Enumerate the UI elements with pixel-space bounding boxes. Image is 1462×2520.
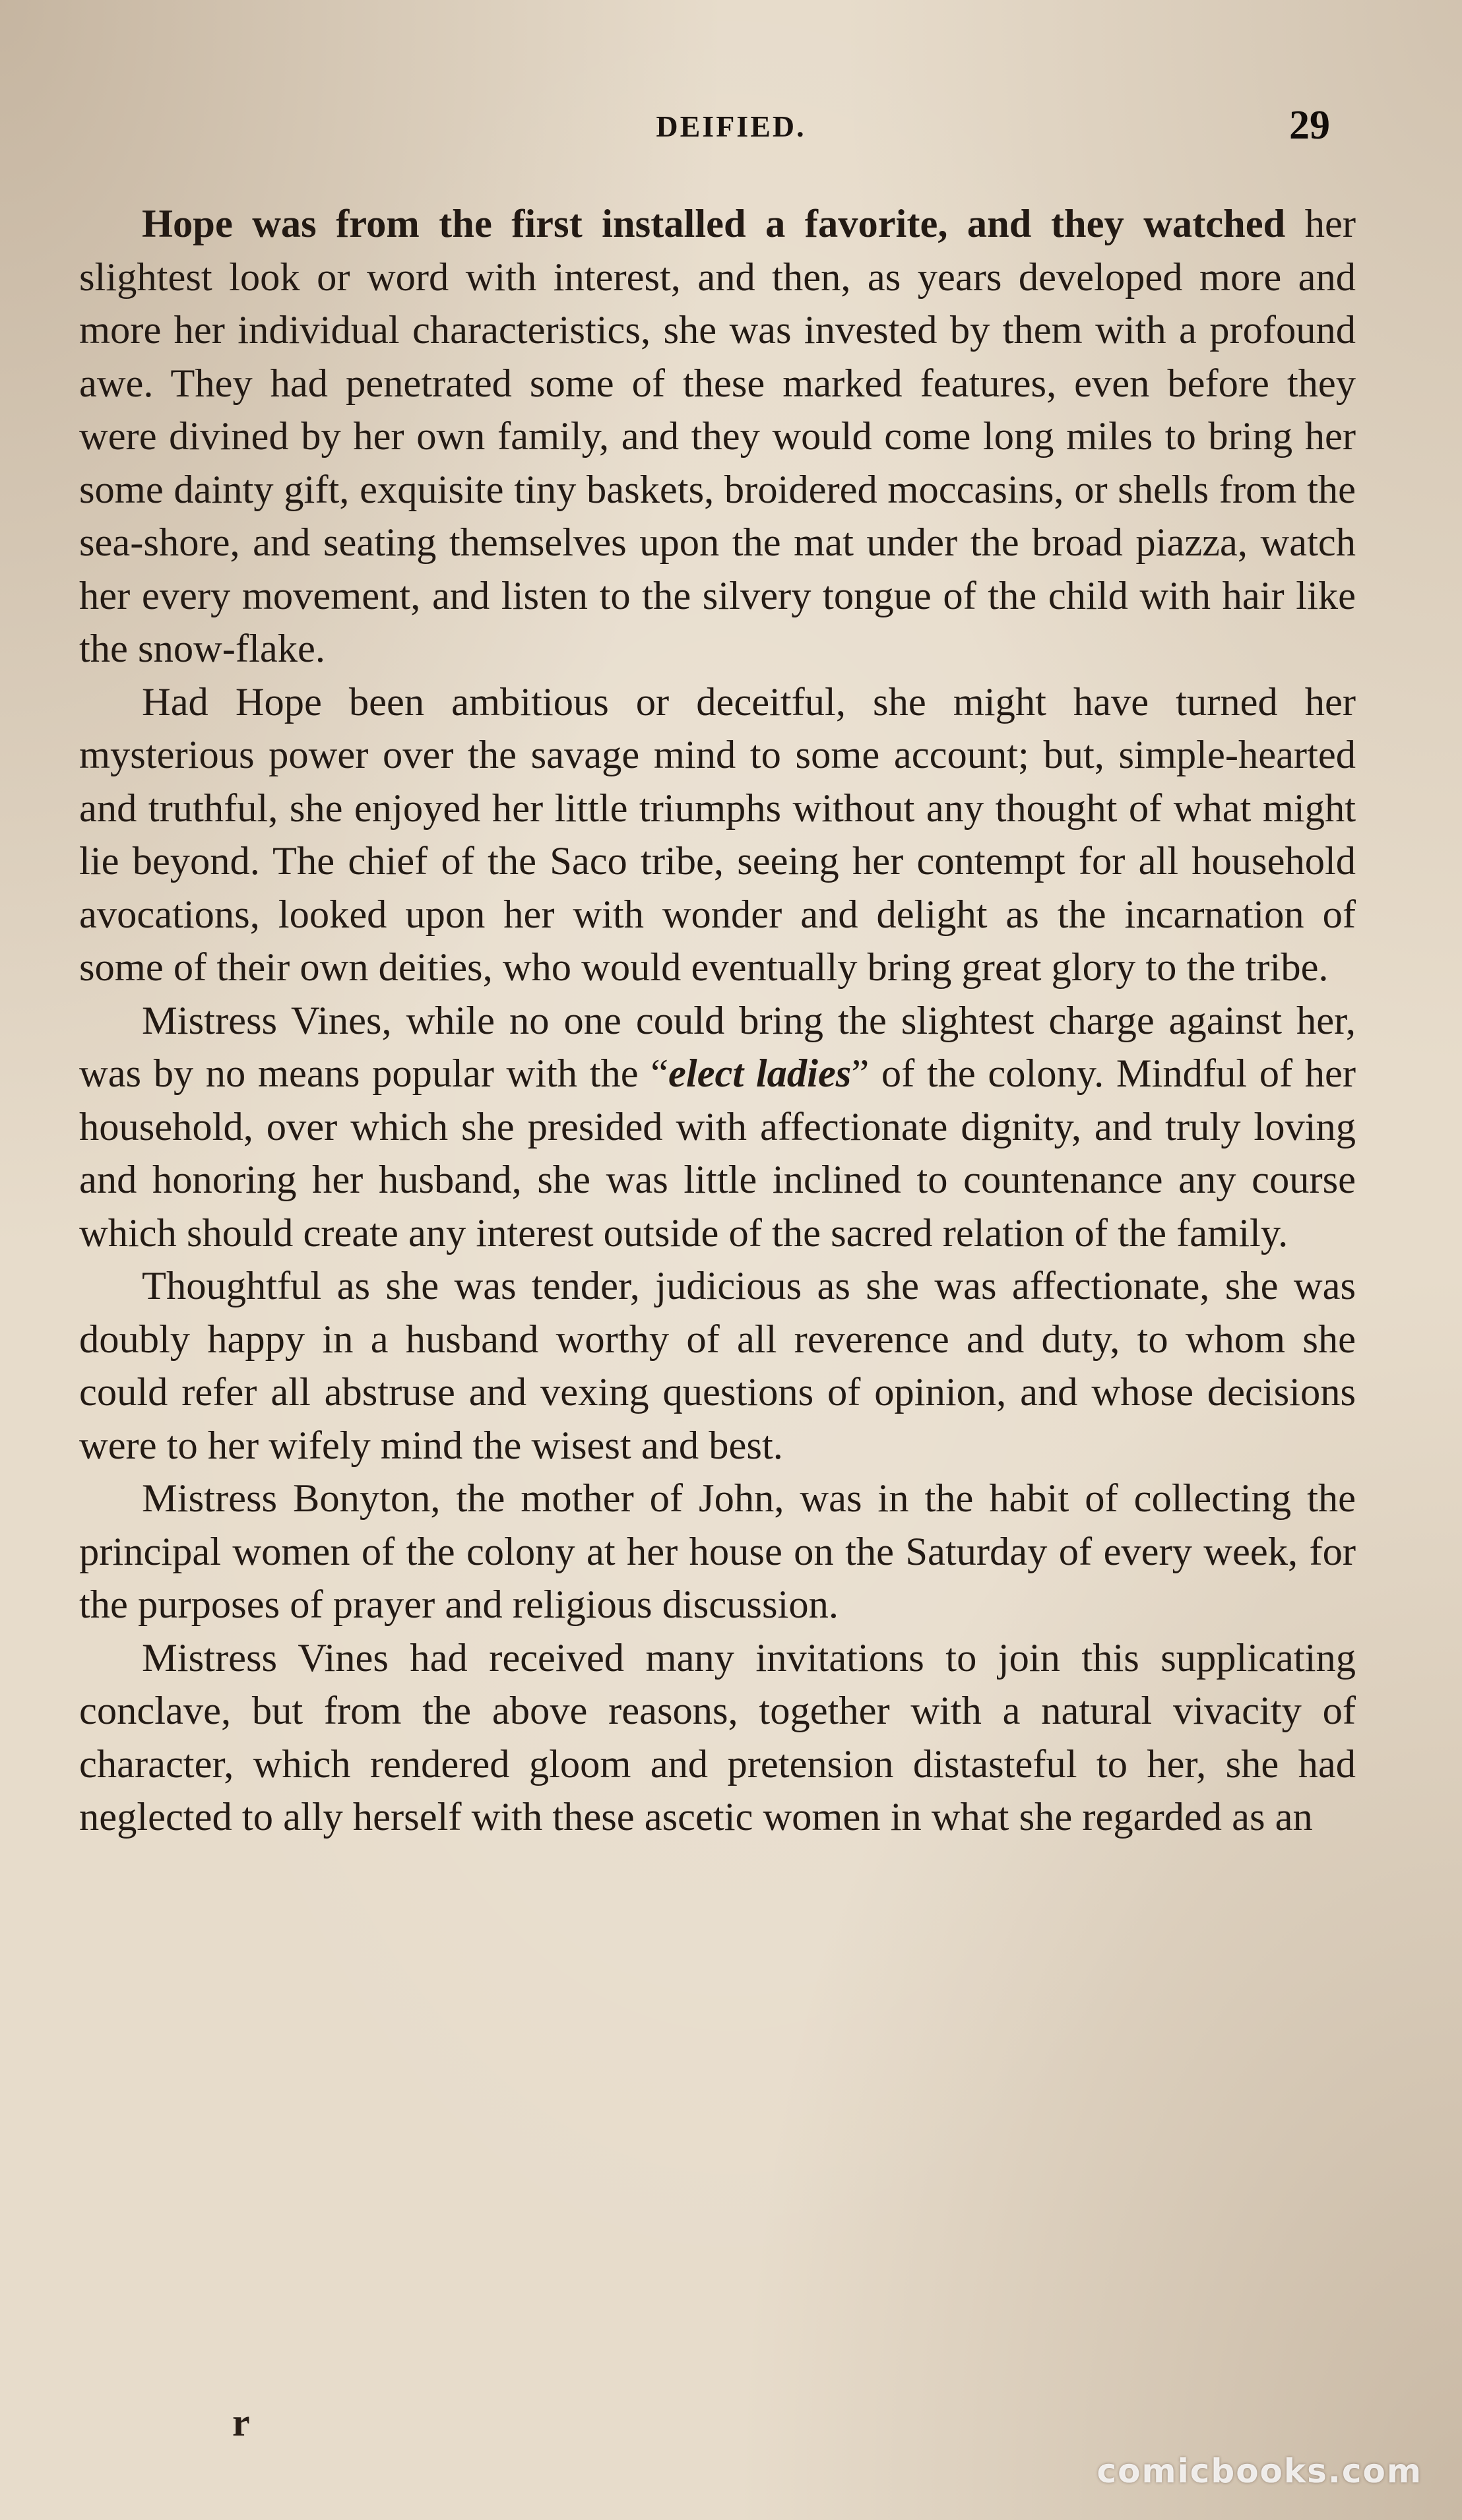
paragraph-1-lead: Hope was from the first installed a favorite, and they watched [142, 202, 1286, 246]
paragraph-3 [79, 995, 1356, 1261]
ink-mark: r [232, 2401, 250, 2444]
page-number: 29 [1289, 103, 1330, 148]
paragraph-1-text: her slightest look or word with interest, and then, as years developed more and more her individual characteristics, she was invested by them with a profound awe. They had penetrated some of these marked features, even before they were divined by her own family, and they would come long miles to bring her some dainty gift, exquisite tiny baskets, broidered moccasins, or shells from the sea-shore, and seating themselves upon the mat under the broad piazza, watch her every movement, and listen to the silvery tongue of the child with hair like the snow-flake. [79, 202, 1356, 671]
body-text [79, 198, 1356, 1844]
paragraph-3-text-after: ” of the colony. Mindful of her household, over which she presided with affectionate dignity, and truly loving and honoring her husband, she was little inclined to countenance any course which should create any interest outside of the sacred relation of the family. [79, 1052, 1356, 1255]
paragraph-3-text-before: Mistress Vines, while no one could bring the slightest charge against her, was by no means popular with the “ [79, 998, 1356, 1096]
paragraph-5: Mistress Bonyton, the mother of John, was in the habit of collecting the principal women of the colony at her house on the Saturday of every week, for the purposes of prayer and religious discussion. [79, 1476, 1356, 1627]
site-watermark: comicbooks.com [1096, 2452, 1422, 2490]
paragraph-1 [79, 198, 1356, 676]
page-header [79, 103, 1383, 168]
paragraph-2: Had Hope been ambitious or deceitful, she might have turned her mysterious power over the savage mind to some account; but, simple-hearted and truthful, she enjoyed her little triumphs without any thought of what might lie beyond. The chief of the Saco tribe, seeing her contempt for all household avocations, looked upon her with wonder and delight as the incarnation of some of their own deities, who would eventually bring great glory to the tribe. [79, 679, 1356, 990]
running-head: DEIFIED. [656, 110, 806, 143]
paragraph-4: Thoughtful as she was tender, judicious as she was affectionate, she was doubly happy in a husband worthy of all reverence and duty, to whom she could refer all abstruse and vexing questions of opinion, and whose decisions were to her wifely mind the wisest and best. [79, 1264, 1356, 1468]
paragraph-6: Mistress Vines had received many invitations to join this supplicating conclave, but from the above reasons, together with a natural vivacity of character, which rendered gloom and pretension distasteful to her, she had neglected to ally herself with these ascetic women in what she regarded as an [79, 1635, 1356, 1839]
paragraph-3-italic-phrase: elect ladies [668, 1052, 852, 1096]
